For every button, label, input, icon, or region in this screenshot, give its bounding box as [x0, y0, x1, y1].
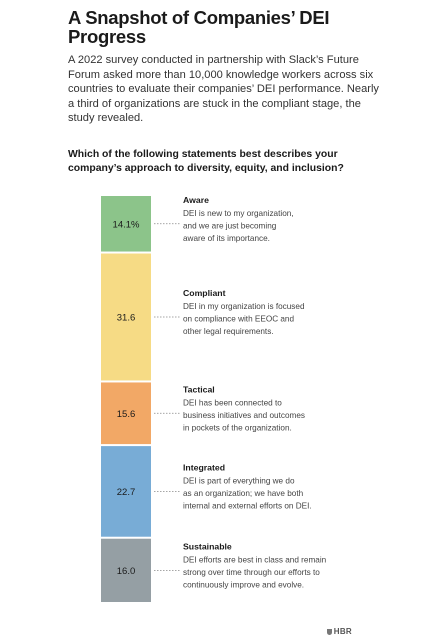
- category-description-line: DEI is new to my organization,: [183, 208, 294, 218]
- category-name: Integrated: [183, 462, 225, 473]
- category-description-line: aware of its importance.: [183, 233, 270, 243]
- bar-value-label: 14.1%: [112, 219, 140, 231]
- category-name: Tactical: [183, 384, 215, 395]
- category-description-line: DEI efforts are best in class and remain: [183, 555, 327, 565]
- category-description-line: other legal requirements.: [183, 326, 274, 336]
- category-description-line: internal and external efforts on DEI.: [183, 501, 312, 511]
- category-description-line: in pockets of the organization.: [183, 423, 292, 433]
- bar-value-label: 15.6: [116, 408, 136, 420]
- category-description-line: on compliance with EEOC and: [183, 314, 295, 324]
- publisher-logo: [327, 627, 352, 636]
- survey-question: Which of the following statements best describes your company’s approach to diversity, equity, and inclusion?: [68, 149, 344, 174]
- category-description-line: strong over time through our efforts to: [183, 567, 320, 577]
- publisher-name: HBR: [333, 627, 352, 636]
- shield-icon: [327, 629, 332, 635]
- chart-title: A Snapshot of Companies’ DEI Progress: [68, 7, 330, 47]
- category-description-line: DEI in my organization is focused: [183, 301, 305, 311]
- category-description-line: DEI is part of everything we do: [183, 476, 295, 486]
- category-description-line: as an organization; we have both: [183, 488, 304, 498]
- bar-value-label: 22.7: [116, 486, 136, 498]
- category-name: Sustainable: [183, 541, 232, 552]
- chart-subtitle: A 2022 survey conducted in partnership with Slack’s Future Forum asked more than 10,000 knowledge workers across six countries to evaluate their companies’ DEI performance. Nearly a third of organizations are stuck in the compliant stage, the study revealed.: [68, 54, 379, 124]
- bar-value-label: 16.0: [116, 565, 136, 577]
- category-description-line: DEI has been connected to: [183, 398, 282, 408]
- category-description-line: continuously improve and evolve.: [183, 580, 305, 590]
- category-name: Aware: [183, 194, 209, 205]
- category-name: Compliant: [183, 287, 226, 298]
- bar-value-label: 31.6: [116, 312, 136, 324]
- category-description-line: business initiatives and outcomes: [183, 410, 305, 420]
- category-description-line: and we are just becoming: [183, 221, 277, 231]
